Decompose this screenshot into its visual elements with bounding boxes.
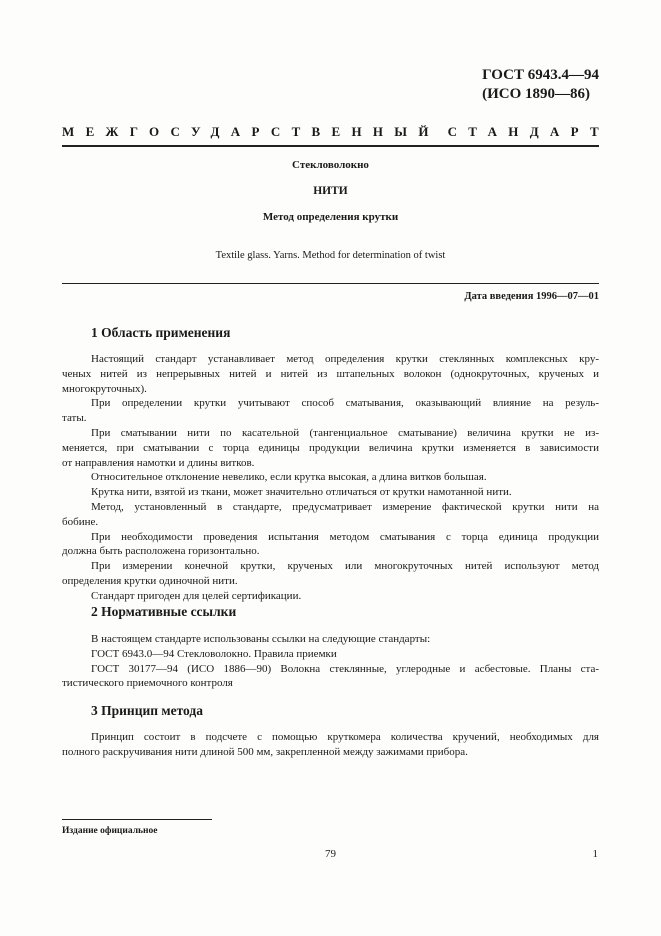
text-line: Принцип состоит в подсчете с помощью круткомера количества кручений, необходимых для [91,731,599,743]
title-subject: Стекловолокно [292,159,369,171]
text-line: полного раскручивания нити длиной 500 мм, закрепленной между зажимами прибора. [62,745,468,758]
paragraph [62,530,599,560]
text-line: меняется, при сматывании с торца единицы продукции величина крутки изменяется в зависимости [62,441,599,454]
text-line: Метод, установленный в стандарте, предусматривает измерение фактической крутки нити на [91,500,599,513]
text-line: Крутка нити, взятой из ткани, может значительно отличаться от крутки намотанной нити. [91,486,512,499]
section-body-scope [62,352,599,604]
text-line: При измерении конечной крутки, крученых или многокруточных нитей используют метод [91,560,599,573]
text-line: тистического приемочного контроля [62,677,233,690]
section-heading-principle: 3 Принцип метода [91,703,203,718]
section-heading-scope: 1 Область применения [91,325,231,340]
text-line: многокруточных). [62,382,147,395]
text-line: ГОСТ 30177—94 (ИСО 1886—90) Волокна стеклянные, углеродные и асбестовые. Планы ста- [91,662,599,675]
standard-number: ГОСТ 6943.4—94 [482,67,599,83]
title-method: Метод определения крутки [262,211,399,223]
text-line: определения крутки одиночной нити. [62,574,238,587]
section-heading-references: 2 Нормативные ссылки [91,604,237,619]
edition-label: Издание официальное [62,826,158,836]
title-product: НИТИ [313,185,348,197]
paragraph [62,352,599,396]
standard-designation [482,66,599,104]
text-line: При необходимости проведения испытания методом сматывания с торца единица продукции [91,530,599,543]
paragraph [62,589,599,604]
text-line: Относительное отклонение невелико, если крутка высокая, а длина витков большая. [91,471,487,484]
banner-word-standard: СТАНДАРТ [447,124,610,139]
text-line: ченых нитей из непрерывных нитей и нитей из штапельных волокон (однокруточных, крученых и [62,367,599,380]
standard-banner [62,124,610,140]
text-line: При определении крутки учитывают способ сматывания, оказывающий влияние на резуль- [91,397,599,410]
paragraph [62,647,599,662]
text-line: таты. [62,412,87,425]
paragraph [62,559,599,589]
text-line: Стандарт пригоден для целей сертификации. [91,589,302,602]
paragraph [62,730,599,760]
page-number: 79 [325,848,336,860]
paragraph [62,632,599,647]
paragraph [62,500,599,530]
text-line: Настоящий стандарт устанавливает метод определения крутки стеклянных комплексных кру- [91,353,599,365]
title-english: Textile glass. Yarns. Method for determination of twist [215,250,446,261]
effective-date: Дата введения 1996—07—01 [464,291,599,302]
page-index: 1 [592,848,598,860]
title-divider [62,283,599,284]
text-line: должна быть расположена горизонтально. [62,545,260,558]
banner-word-interstate: МЕЖГОСУДАРСТВЕННЫЙ [62,124,440,139]
section-body-principle [62,730,599,760]
text-line: В настоящем стандарте использованы ссылки на следующие стандарты: [91,633,431,645]
paragraph [62,662,599,692]
paragraph [62,396,599,426]
top-divider [62,145,599,147]
paragraph [62,426,599,470]
paragraph [62,485,599,500]
iso-number: (ИСО 1890—86) [482,86,591,102]
text-line: ГОСТ 6943.0—94 Стекловолокно. Правила приемки [91,647,337,660]
footer-divider [62,819,212,820]
text-line: бобине. [62,515,99,528]
paragraph [62,470,599,485]
text-line: от направления намотки и длины витков. [62,456,255,469]
section-body-references [62,632,599,691]
text-line: При сматывании нити по касательной (тангенциальное сматывание) величина крутки не из- [91,426,599,439]
